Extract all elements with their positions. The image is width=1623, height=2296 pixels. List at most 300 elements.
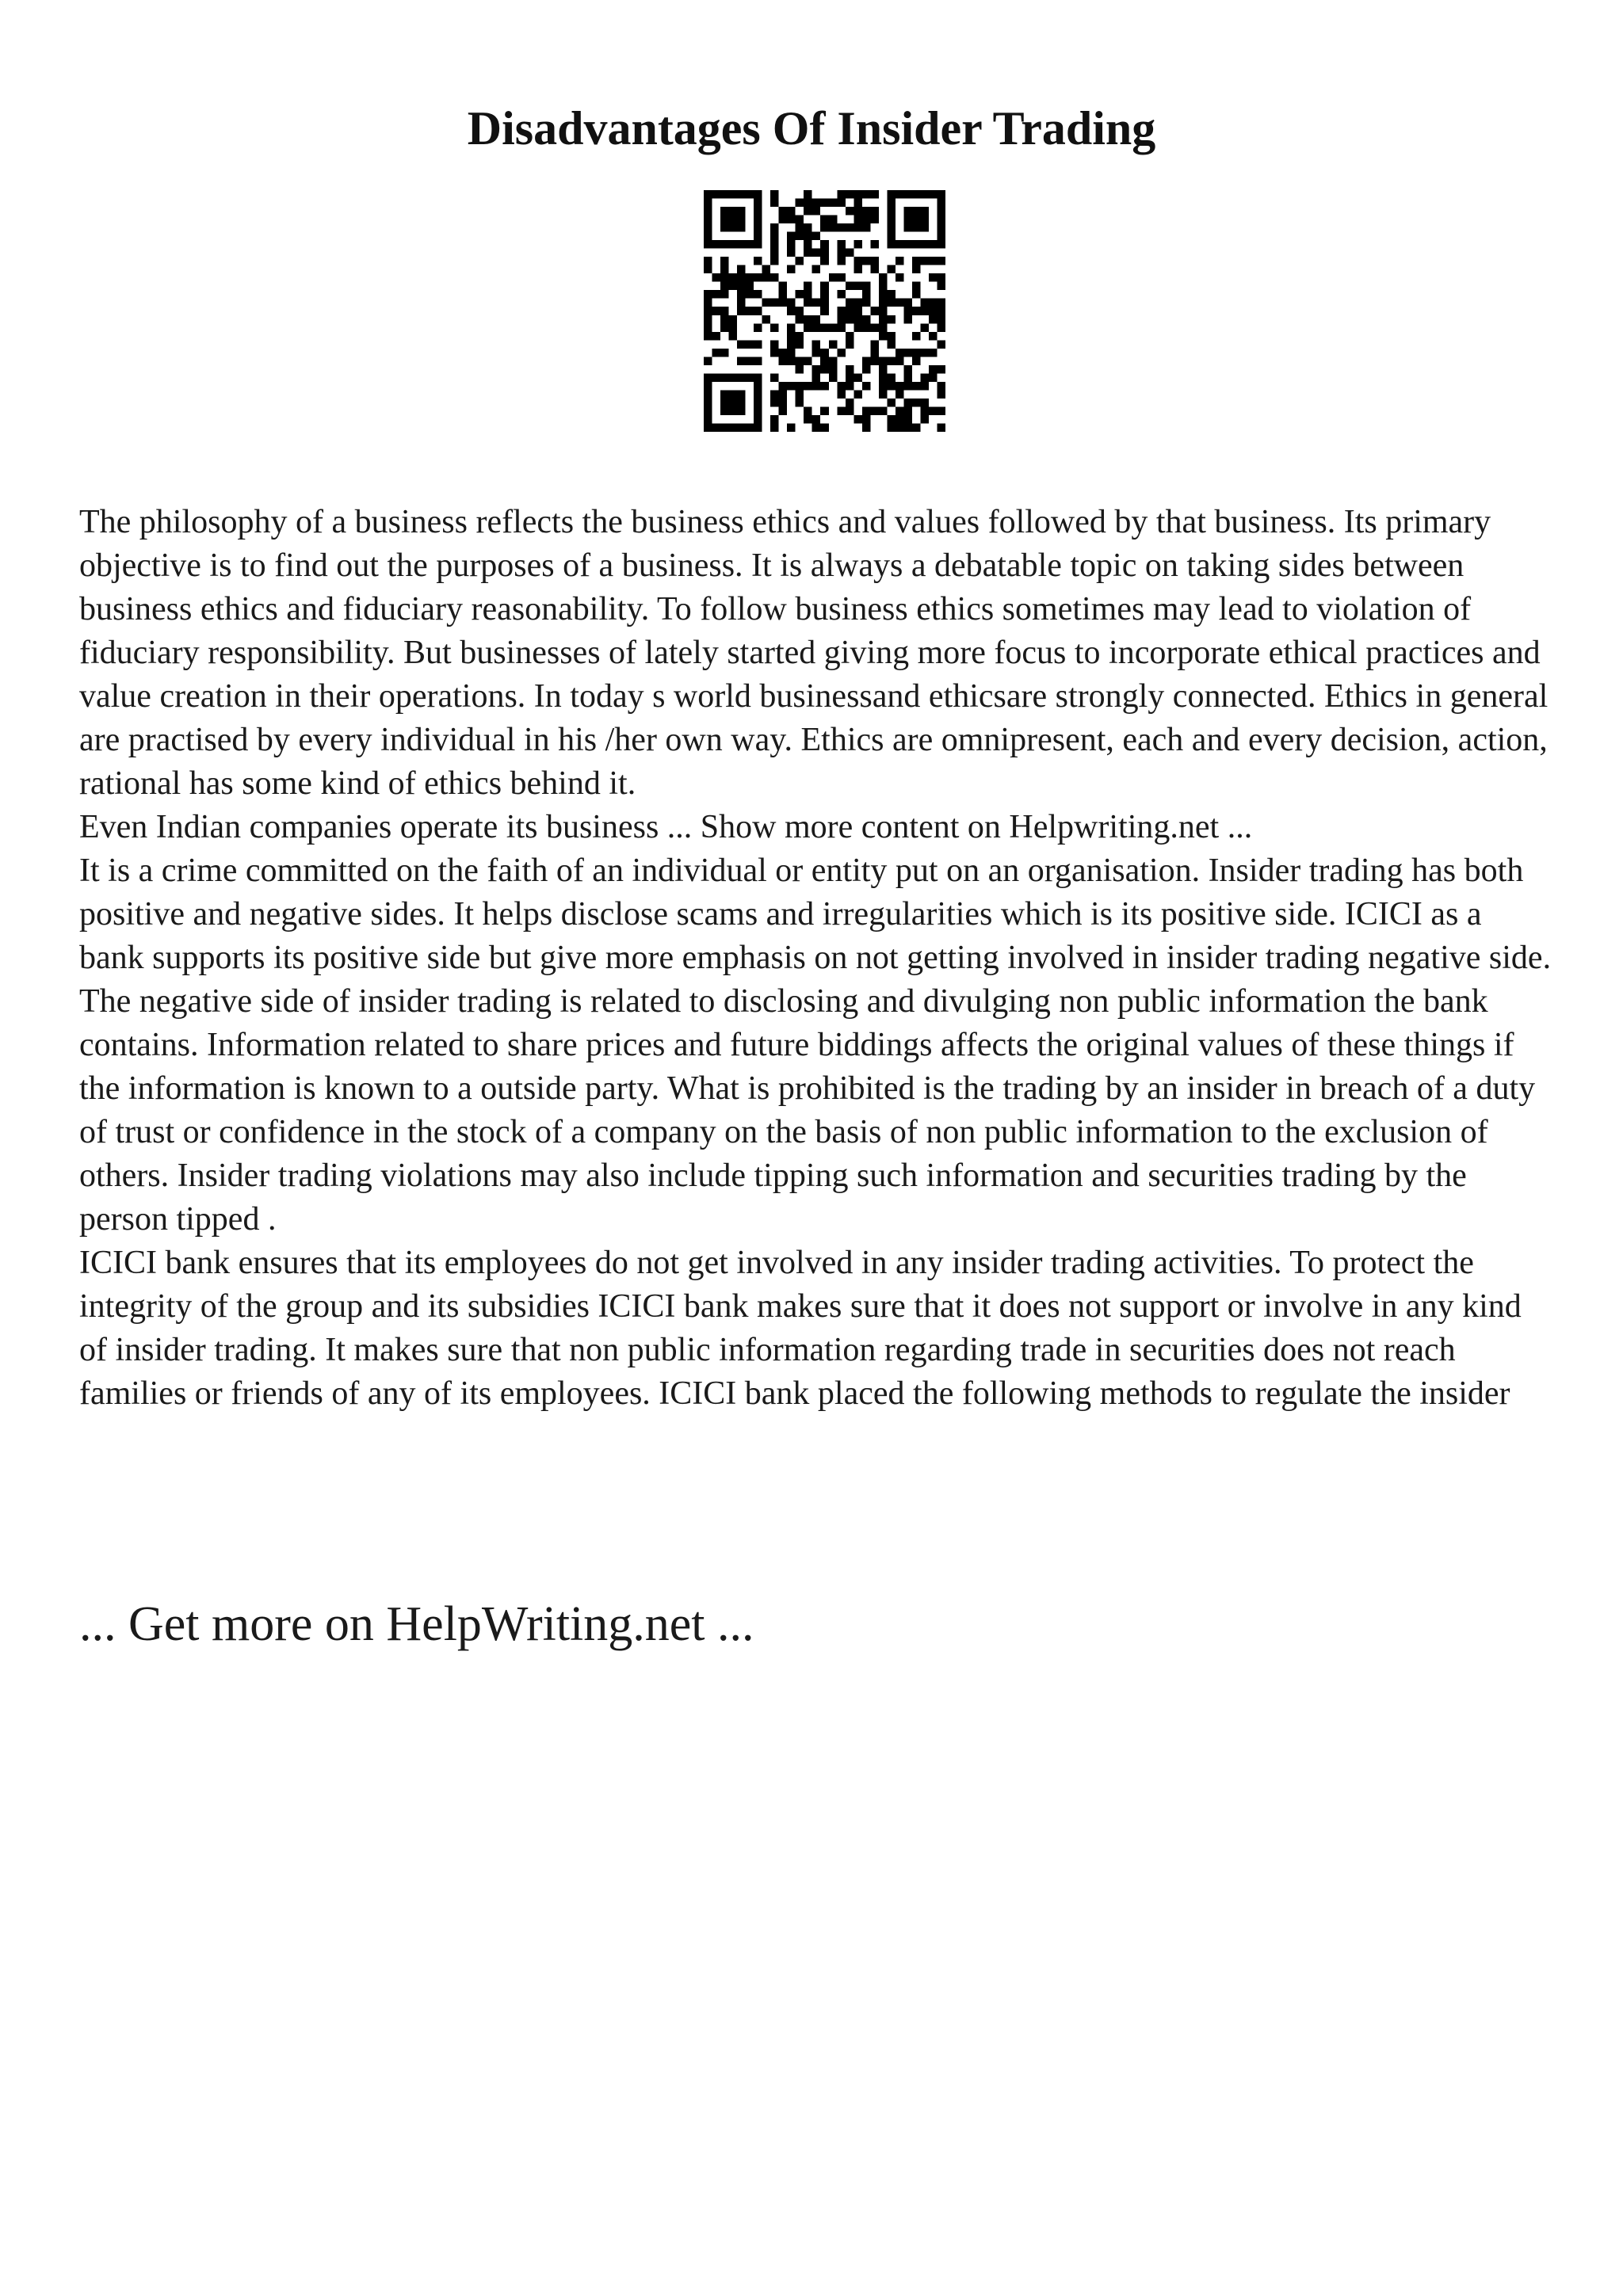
qr-module bbox=[879, 290, 888, 299]
qr-module bbox=[903, 307, 912, 315]
qr-module bbox=[779, 382, 788, 391]
qr-module bbox=[920, 373, 929, 382]
qr-module bbox=[854, 373, 862, 382]
qr-module bbox=[896, 390, 904, 399]
qr-module bbox=[712, 290, 721, 299]
qr-module bbox=[896, 357, 904, 365]
qr-finder-top-right-left bbox=[887, 190, 896, 249]
qr-module bbox=[820, 282, 829, 291]
qr-module bbox=[812, 323, 821, 332]
qr-module bbox=[870, 349, 879, 357]
qr-module bbox=[887, 299, 896, 307]
qr-module bbox=[737, 290, 746, 299]
qr-finder-top-left-center bbox=[720, 207, 746, 232]
qr-module bbox=[862, 215, 871, 224]
qr-module bbox=[879, 273, 888, 282]
qr-module bbox=[937, 340, 945, 349]
qr-module bbox=[737, 340, 746, 349]
qr-module bbox=[770, 349, 779, 357]
qr-module bbox=[829, 373, 838, 382]
qr-module bbox=[862, 223, 871, 232]
qr-module bbox=[737, 265, 746, 274]
qr-code-icon[interactable] bbox=[704, 190, 945, 432]
qr-module bbox=[787, 340, 796, 349]
qr-module bbox=[903, 349, 912, 357]
qr-module bbox=[737, 307, 746, 315]
qr-module bbox=[754, 340, 762, 349]
qr-module bbox=[779, 399, 788, 407]
qr-module bbox=[862, 257, 871, 265]
qr-module bbox=[770, 223, 779, 232]
qr-module bbox=[846, 299, 854, 307]
qr-module bbox=[796, 290, 804, 299]
qr-module bbox=[754, 273, 762, 282]
qr-module bbox=[812, 365, 821, 374]
qr-module bbox=[770, 299, 779, 307]
qr-module bbox=[846, 249, 854, 257]
qr-module bbox=[820, 406, 829, 415]
qr-module bbox=[862, 207, 871, 215]
qr-module bbox=[870, 190, 879, 199]
qr-module bbox=[903, 382, 912, 391]
qr-module bbox=[937, 257, 945, 265]
qr-module bbox=[737, 357, 746, 365]
qr-module bbox=[903, 373, 912, 382]
qr-module bbox=[879, 299, 888, 307]
qr-module bbox=[812, 199, 821, 208]
qr-module bbox=[712, 273, 721, 282]
qr-module bbox=[912, 399, 921, 407]
qr-module bbox=[787, 299, 796, 307]
qr-module bbox=[704, 357, 712, 365]
document-title: Disadvantages Of Insider Trading bbox=[467, 102, 1156, 154]
qr-module bbox=[870, 406, 879, 415]
qr-module bbox=[704, 290, 712, 299]
qr-module bbox=[820, 249, 829, 257]
paragraph-crime: It is a crime committed on the faith of an individual or entity put on an organisation. Insider trading has both positive and negative sides. It helps disclose scams and irregularities which is its positive side. ICICI as a bank supports its positive side but give more emphasis on not getting involved in insider trading negative side. bbox=[79, 852, 1552, 976]
qr-module bbox=[846, 282, 854, 291]
qr-module bbox=[887, 357, 896, 365]
qr-module bbox=[796, 232, 804, 241]
qr-module bbox=[879, 382, 888, 391]
qr-module bbox=[937, 323, 945, 332]
qr-module bbox=[720, 349, 729, 357]
qr-module bbox=[796, 390, 804, 399]
qr-module bbox=[854, 199, 862, 208]
qr-module bbox=[870, 340, 879, 349]
qr-module bbox=[854, 415, 862, 424]
qr-module bbox=[787, 307, 796, 315]
qr-module bbox=[796, 340, 804, 349]
qr-module bbox=[779, 357, 788, 365]
qr-module bbox=[720, 282, 729, 291]
qr-module bbox=[704, 332, 712, 341]
qr-module bbox=[937, 390, 945, 399]
qr-module bbox=[770, 399, 779, 407]
qr-module bbox=[770, 240, 779, 249]
qr-module bbox=[812, 207, 821, 215]
qr-module bbox=[787, 249, 796, 257]
qr-module bbox=[770, 190, 779, 199]
qr-module bbox=[896, 423, 904, 432]
qr-module bbox=[920, 415, 929, 424]
qr-finder-bottom-left-center bbox=[720, 390, 746, 415]
qr-module bbox=[887, 315, 896, 324]
qr-module bbox=[854, 257, 862, 265]
qr-module bbox=[854, 265, 862, 274]
qr-module bbox=[879, 357, 888, 365]
qr-module bbox=[912, 332, 921, 341]
qr-module bbox=[937, 406, 945, 415]
qr-module bbox=[903, 365, 912, 374]
qr-module bbox=[896, 415, 904, 424]
qr-module bbox=[937, 382, 945, 391]
qr-module bbox=[729, 273, 738, 282]
qr-module bbox=[912, 382, 921, 391]
qr-module bbox=[862, 365, 871, 374]
qr-module bbox=[787, 207, 796, 215]
qr-module bbox=[746, 290, 754, 299]
qr-module bbox=[862, 282, 871, 291]
qr-module bbox=[854, 215, 862, 224]
qr-module bbox=[787, 232, 796, 241]
qr-module bbox=[937, 423, 945, 432]
qr-module bbox=[937, 273, 945, 282]
qr-module bbox=[887, 332, 896, 341]
qr-module bbox=[779, 282, 788, 291]
qr-module bbox=[929, 299, 938, 307]
qr-module bbox=[887, 265, 896, 274]
qr-module bbox=[846, 307, 854, 315]
qr-module bbox=[804, 415, 812, 424]
qr-module bbox=[846, 365, 854, 374]
qr-module bbox=[896, 257, 904, 265]
qr-module bbox=[862, 299, 871, 307]
paragraph-negative-side: The negative side of insider trading is related to disclosing and divulging non public information the bank contains. Information related to share prices and future biddings affects the original values of these things if the information is known to a outside party. What is prohibited is the trading by an insider in breach of a duty of trust or confidence in the stock of a company on the basis of non public information to the exclusion of others. Insider trading violations may also include tipping such information and securities trading by the person tipped . bbox=[79, 983, 1536, 1238]
qr-module bbox=[737, 273, 746, 282]
qr-module bbox=[896, 273, 904, 282]
qr-module bbox=[729, 323, 738, 332]
qr-module bbox=[820, 357, 829, 365]
qr-module bbox=[846, 315, 854, 324]
qr-module bbox=[912, 265, 921, 274]
qr-module bbox=[820, 365, 829, 374]
qr-module bbox=[929, 365, 938, 374]
qr-module bbox=[912, 290, 921, 299]
qr-module bbox=[846, 373, 854, 382]
qr-code-graphic bbox=[704, 190, 945, 432]
qr-module bbox=[720, 315, 729, 324]
qr-module bbox=[870, 323, 879, 332]
qr-module bbox=[887, 340, 896, 349]
qr-module bbox=[812, 349, 821, 357]
qr-module bbox=[929, 273, 938, 282]
qr-module bbox=[846, 207, 854, 215]
qr-module bbox=[920, 349, 929, 357]
paragraph-show-more: Even Indian companies operate its business ... Show more content on Helpwriting.net ... bbox=[79, 809, 1253, 845]
qr-module bbox=[796, 307, 804, 315]
qr-module bbox=[746, 307, 754, 315]
qr-module bbox=[812, 373, 821, 382]
qr-finder-top-left-left bbox=[704, 190, 712, 249]
qr-module bbox=[754, 323, 762, 332]
paragraph-icici: ICICI bank ensures that its employees do not get involved in any insider trading activities. To protect the integrity of the group and its subsidies ICICI bank makes sure that it does not support or involve in any kind of insider trading. It makes sure that non public information regarding trade in securities does not reach families or friends of any of its employees. ICICI bank placed the following methods to regulate the insider bbox=[79, 1245, 1522, 1412]
qr-module bbox=[920, 323, 929, 332]
qr-module bbox=[837, 257, 846, 265]
qr-module bbox=[762, 273, 771, 282]
qr-module bbox=[820, 240, 829, 249]
qr-module bbox=[712, 307, 721, 315]
qr-module bbox=[804, 223, 812, 232]
qr-module bbox=[779, 390, 788, 399]
qr-module bbox=[779, 406, 788, 415]
qr-module bbox=[837, 315, 846, 324]
qr-module bbox=[796, 399, 804, 407]
qr-module bbox=[837, 240, 846, 249]
qr-module bbox=[929, 373, 938, 382]
qr-module bbox=[903, 423, 912, 432]
qr-module bbox=[704, 265, 712, 274]
qr-finder-top-left-right bbox=[754, 190, 762, 249]
qr-module bbox=[770, 390, 779, 399]
qr-module bbox=[920, 307, 929, 315]
qr-module bbox=[879, 315, 888, 324]
qr-module bbox=[754, 257, 762, 265]
qr-module bbox=[779, 299, 788, 307]
qr-module bbox=[887, 382, 896, 391]
qr-module bbox=[829, 340, 838, 349]
qr-module bbox=[704, 323, 712, 332]
qr-module bbox=[920, 382, 929, 391]
qr-module bbox=[879, 332, 888, 341]
qr-module bbox=[837, 382, 846, 391]
qr-module bbox=[837, 190, 846, 199]
qr-module bbox=[820, 382, 829, 391]
qr-module bbox=[787, 423, 796, 432]
qr-module bbox=[804, 282, 812, 291]
qr-module bbox=[937, 315, 945, 324]
qr-module bbox=[770, 373, 779, 382]
qr-finder-top-left-bottom bbox=[704, 240, 762, 249]
qr-module bbox=[854, 240, 862, 249]
qr-module bbox=[720, 307, 729, 315]
qr-module bbox=[804, 290, 812, 299]
qr-module bbox=[862, 382, 871, 391]
qr-module bbox=[746, 357, 754, 365]
qr-module bbox=[787, 349, 796, 357]
qr-module bbox=[820, 349, 829, 357]
qr-module bbox=[879, 373, 888, 382]
qr-module bbox=[712, 332, 721, 341]
qr-module bbox=[804, 232, 812, 241]
qr-module bbox=[787, 240, 796, 249]
qr-finder-top-right-center bbox=[903, 207, 929, 232]
qr-module bbox=[770, 323, 779, 332]
qr-module bbox=[896, 382, 904, 391]
qr-module bbox=[796, 223, 804, 232]
qr-module bbox=[804, 315, 812, 324]
qr-module bbox=[937, 365, 945, 374]
qr-module bbox=[804, 357, 812, 365]
qr-module bbox=[937, 307, 945, 315]
qr-module bbox=[837, 290, 846, 299]
qr-module bbox=[854, 207, 862, 215]
qr-module bbox=[770, 257, 779, 265]
qr-module bbox=[870, 257, 879, 265]
qr-module bbox=[720, 273, 729, 282]
qr-module bbox=[820, 257, 829, 265]
qr-module bbox=[804, 190, 812, 199]
qr-module bbox=[762, 265, 771, 274]
qr-module bbox=[912, 307, 921, 315]
qr-module bbox=[820, 199, 829, 208]
qr-module bbox=[746, 273, 754, 282]
qr-module bbox=[887, 423, 896, 432]
qr-module bbox=[770, 232, 779, 241]
qr-finder-top-right-top bbox=[887, 190, 945, 199]
qr-module bbox=[704, 315, 712, 324]
qr-module bbox=[903, 399, 912, 407]
qr-module bbox=[720, 290, 729, 299]
qr-module bbox=[804, 207, 812, 215]
qr-module bbox=[829, 223, 838, 232]
qr-module bbox=[896, 299, 904, 307]
qr-module bbox=[762, 315, 771, 324]
qr-module bbox=[837, 323, 846, 332]
qr-module bbox=[779, 290, 788, 299]
qr-module bbox=[870, 357, 879, 365]
qr-module bbox=[779, 215, 788, 224]
qr-module bbox=[937, 282, 945, 291]
qr-module bbox=[820, 299, 829, 307]
qr-module bbox=[846, 190, 854, 199]
qr-module bbox=[879, 282, 888, 291]
qr-finder-bottom-left-left bbox=[704, 373, 712, 432]
qr-finder-bottom-left-top bbox=[704, 373, 762, 382]
qr-module bbox=[837, 273, 846, 282]
qr-module bbox=[929, 406, 938, 415]
qr-module bbox=[729, 282, 738, 291]
qr-module bbox=[720, 323, 729, 332]
qr-module bbox=[887, 399, 896, 407]
qr-module bbox=[820, 215, 829, 224]
qr-module bbox=[754, 290, 762, 299]
qr-module bbox=[796, 365, 804, 374]
qr-module bbox=[770, 199, 779, 208]
qr-module bbox=[854, 323, 862, 332]
qr-module bbox=[929, 332, 938, 341]
qr-module bbox=[746, 282, 754, 291]
qr-module bbox=[804, 240, 812, 249]
qr-finder-top-left-top bbox=[704, 190, 762, 199]
qr-module bbox=[704, 307, 712, 315]
qr-module bbox=[804, 249, 812, 257]
qr-module bbox=[729, 315, 738, 324]
qr-module bbox=[770, 415, 779, 424]
qr-module bbox=[846, 382, 854, 391]
qr-module bbox=[870, 240, 879, 249]
qr-module bbox=[903, 406, 912, 415]
qr-module bbox=[787, 215, 796, 224]
qr-module bbox=[820, 423, 829, 432]
qr-finder-bottom-left-right bbox=[754, 373, 762, 432]
qr-module bbox=[912, 349, 921, 357]
qr-finder-top-right-bottom bbox=[887, 240, 945, 249]
qr-module bbox=[837, 249, 846, 257]
qr-module bbox=[796, 315, 804, 324]
qr-module bbox=[812, 232, 821, 241]
qr-module bbox=[879, 307, 888, 315]
qr-module bbox=[820, 290, 829, 299]
qr-module bbox=[903, 299, 912, 307]
qr-module bbox=[829, 357, 838, 365]
qr-module bbox=[770, 340, 779, 349]
qr-module bbox=[812, 415, 821, 424]
qr-module bbox=[779, 207, 788, 215]
qr-module bbox=[903, 315, 912, 324]
qr-module bbox=[929, 349, 938, 357]
qr-module bbox=[812, 315, 821, 324]
qr-module bbox=[787, 265, 796, 274]
qr-module bbox=[746, 340, 754, 349]
qr-module bbox=[796, 382, 804, 391]
qr-module bbox=[704, 257, 712, 265]
qr-module bbox=[920, 257, 929, 265]
qr-module bbox=[912, 357, 921, 365]
qr-module bbox=[829, 323, 838, 332]
qr-module bbox=[812, 249, 821, 257]
qr-module bbox=[887, 415, 896, 424]
qr-module bbox=[737, 282, 746, 291]
qr-module bbox=[804, 382, 812, 391]
paragraph-intro: The philosophy of a business reflects the business ethics and values followed by that business. Its primary objective is to find out the purposes of a business. It is always a debatable topic on taking sides between business ethics and fiduciary reasonability. To follow business ethics sometimes may lead to violation of fiduciary responsibility. But businesses of lately started giving more focus to incorporate ethical practices and value creation in their operations. In today s world businessand ethicsare strongly connected. Ethics in general are practised by every individual in his /her own way. Ethics are omnipresent, each and every decision, action, rational has some kind of ethics behind it. bbox=[79, 504, 1549, 802]
qr-module bbox=[729, 332, 738, 341]
qr-module bbox=[804, 323, 812, 332]
qr-module bbox=[854, 282, 862, 291]
article-body bbox=[79, 501, 1553, 1416]
qr-module bbox=[862, 290, 871, 299]
qr-module bbox=[846, 399, 854, 407]
qr-module bbox=[720, 257, 729, 265]
qr-finder-top-right-right bbox=[937, 190, 945, 249]
qr-module bbox=[720, 265, 729, 274]
qr-module bbox=[754, 357, 762, 365]
qr-module bbox=[762, 299, 771, 307]
qr-module bbox=[837, 390, 846, 399]
qr-module bbox=[796, 199, 804, 208]
qr-module bbox=[812, 382, 821, 391]
qr-module bbox=[870, 265, 879, 274]
qr-module bbox=[787, 382, 796, 391]
qr-module bbox=[887, 290, 896, 299]
qr-module bbox=[779, 349, 788, 357]
qr-module bbox=[770, 273, 779, 282]
qr-module bbox=[862, 315, 871, 324]
qr-module bbox=[854, 390, 862, 399]
qr-module bbox=[820, 223, 829, 232]
qr-module bbox=[870, 307, 879, 315]
qr-module bbox=[879, 406, 888, 415]
qr-module bbox=[820, 323, 829, 332]
qr-module bbox=[754, 307, 762, 315]
qr-module bbox=[879, 390, 888, 399]
qr-module bbox=[929, 307, 938, 315]
qr-module bbox=[879, 323, 888, 332]
get-more-link[interactable]: ... Get more on HelpWriting.net ... bbox=[79, 1597, 754, 1651]
qr-module bbox=[846, 340, 854, 349]
qr-module bbox=[862, 406, 871, 415]
qr-module bbox=[862, 423, 871, 432]
